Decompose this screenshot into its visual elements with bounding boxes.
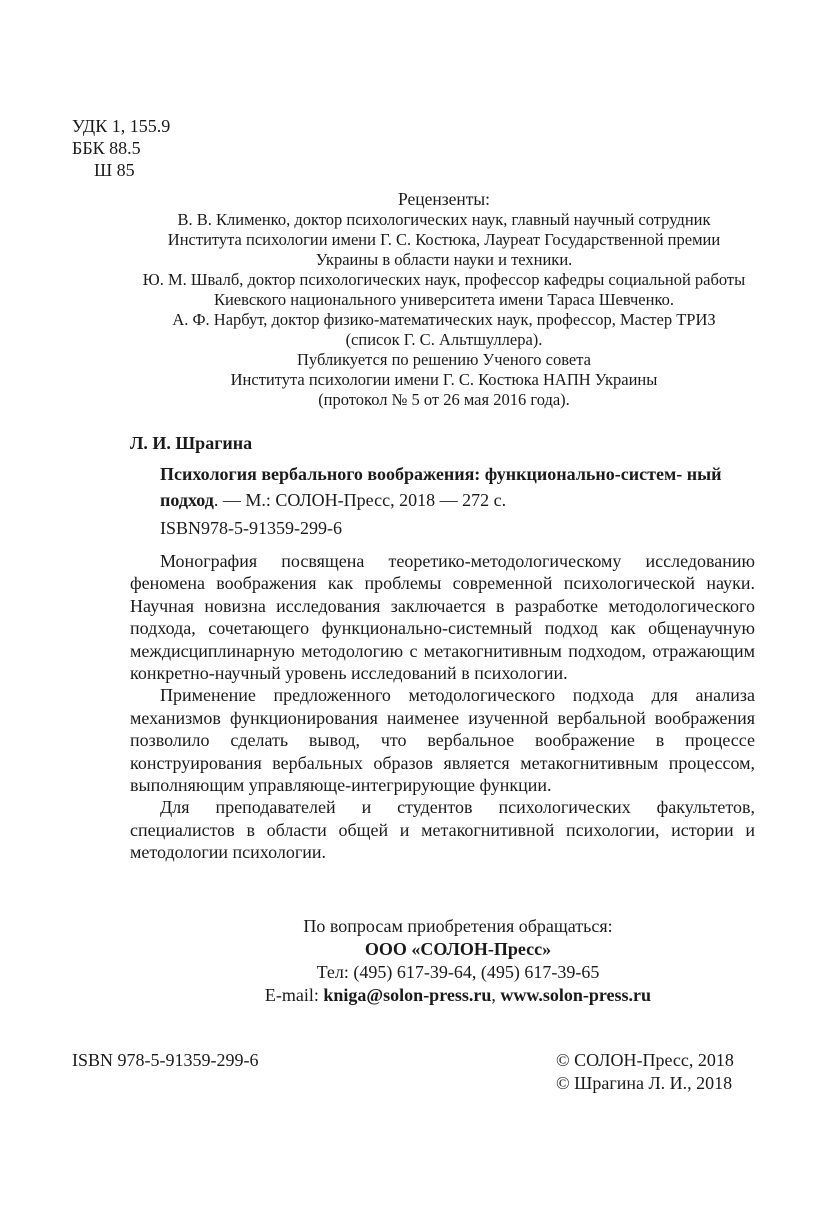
book-imprint: . — М.: СОЛОН-Пресс, 2018 — 272 с. [213,490,507,510]
reviewer-line: Киевского национального университета имени Тараса Шевченко. [213,290,675,309]
book-title-block [160,461,755,513]
footer-isbn: ISBN 978-5-91359-299-6 [72,1050,259,1070]
abstract-paragraph: Применение предложенного методологического подхода для анализа механизмов функционирования наименее изученной вербальной воображения позволило сделать вывод, что вербальное воображение в процессе конструирования вербальных образов является метакогнитивным процессом, выполняющим управляюще-интегрирующие функции. [130,685,755,796]
reviewer-line: Института психологии имени Г. С. Костюка, Лауреат Государственной премии [167,230,721,249]
reviewers-heading: Рецензенты: [397,189,491,209]
approval-line: (протокол № 5 от 26 мая 2016 года). [318,390,570,409]
copyright-author: © Шрагина Л. И., 2018 [556,1073,733,1093]
email-line [200,984,716,1007]
publisher-name: ООО «СОЛОН-Пресс» [364,939,552,959]
email-label: E-mail: [264,985,324,1005]
abstract-paragraph: Монография посвящена теоретико-методологическому исследованию феномена воображения как проблемы современной психологической науки. Научная новизна исследования заключается в разработке методологического подхода, сочетающего функционально-системный подход как общенаучную междисциплинарную методологию с метакогнитивным подходом, отражающим конкретно-научный уровень исследований в психологии. [130,551,755,684]
reviewer-line: (список Г. С. Альтшуллера). [345,330,543,349]
contacts-intro: По вопросам приобретения обращаться: [303,916,613,936]
reviewer-line: Украины в области науки и техники. [315,250,573,269]
approval-line: Института психологии имени Г. С. Костюка НАПН Украины [230,370,658,389]
email-link[interactable]: kniga@solon-press.ru [323,985,492,1005]
udk-code: УДК 1, 155.9 [72,116,171,136]
phone-numbers: Тел: (495) 617-39-64, (495) 617-39-65 [316,962,600,982]
reviewers-block [60,189,827,410]
reviewer-line: А. Ф. Нарбут, доктор физико-математических наук, профессор, Мастер ТРИЗ [172,310,716,329]
approval-line: Публикуется по решению Ученого совета [297,350,591,369]
website-link[interactable]: www.solon-press.ru [500,985,652,1005]
book-author: Л. И. Шрагина [130,433,253,453]
bbk-code: ББК 88.5 [72,138,141,158]
contact-separator: , [491,985,501,1005]
abstract-paragraph: Для преподавателей и студентов психологических факультетов, специалистов в области общей и метакогнитивной психологии, истории и методологии психологии. [130,797,755,863]
abstract [130,550,755,864]
copyright-block [556,1049,734,1095]
reviewer-line: Ю. М. Швалб, доктор психологических наук, профессор кафедры социальной работы [142,270,746,289]
purchase-contacts [200,915,716,1007]
book-isbn: ISBN978-5-91359-299-6 [160,518,342,538]
copyright-publisher: © СОЛОН-Пресс, 2018 [556,1050,734,1070]
author-mark: Ш 85 [94,160,135,180]
classification-codes [72,115,170,181]
reviewer-line: В. В. Клименко, доктор психологических наук, главный научный сотрудник [177,210,711,229]
book-title: Психология вербального воображения: функционально-систем- ный подход [160,464,722,510]
